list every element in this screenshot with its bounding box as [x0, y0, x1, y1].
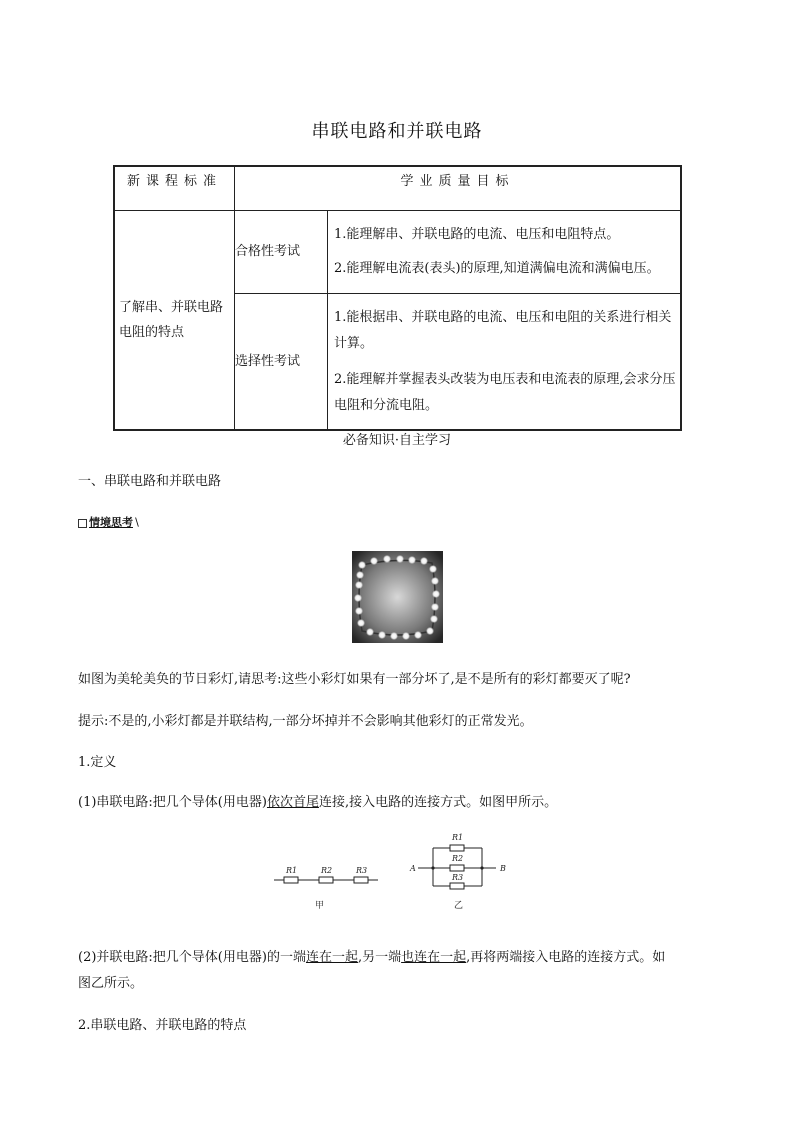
goals-qualify	[328, 211, 682, 294]
caption-series: 甲	[315, 901, 325, 911]
question-text: 如图为美轮美奂的节日彩灯,请思考:这些小彩灯如果有一部分坏了,是不是所有的彩灯都要灭了呢?	[78, 672, 631, 687]
caption-parallel: 乙	[454, 901, 464, 911]
parallel-definition: (2)并联电路:把几个导体(用电器)的一端连在一起,另一端也连在一起,再将两端接入电路的连接方式。如	[78, 950, 666, 965]
parallel-label-r2: R2	[452, 854, 464, 863]
standard-cell	[114, 211, 235, 431]
section-header: 必备知识·自主学习	[342, 433, 452, 448]
goal-item: 1.能理解串、并联电路的电流、电压和电阻特点。	[334, 227, 620, 242]
checkbox-icon	[78, 519, 87, 528]
node-b-label: B	[500, 864, 506, 873]
series-definition: (1)串联电路:把几个导体(用电器)依次首尾连接,接入电路的连接方式。如图甲所示。	[78, 795, 558, 810]
hint-text: 提示:不是的,小彩灯都是并联结构,一部分坏掉并不会影响其他彩灯的正常发光。	[78, 714, 533, 729]
standard-text: 了解串、并联电路电阻的特点	[119, 300, 224, 340]
page-title: 串联电路和并联电路	[311, 121, 483, 142]
string-lights-photo	[352, 551, 443, 643]
definition-heading: 1.定义	[78, 755, 117, 770]
parallel-label-r1: R1	[452, 833, 464, 842]
series-label-r3: R3	[356, 866, 368, 875]
circuit-diagrams	[268, 828, 528, 918]
goals-select	[328, 294, 682, 431]
parallel-label-r3: R3	[452, 873, 464, 882]
series-label-r2: R2	[321, 866, 333, 875]
goal-item: 2.能理解并掌握表头改装为电压表和电流表的原理,会求分压电阻和分流电阻。	[334, 371, 676, 413]
node-a-label: A	[410, 864, 416, 873]
parallel-definition-line2: 图乙所示。	[78, 976, 144, 991]
goal-item: 2.能理解电流表(表头)的原理,知道满偏电流和满偏电压。	[334, 261, 660, 276]
heading-series-parallel: 一、串联电路和并联电路	[78, 474, 222, 489]
curriculum-table	[113, 165, 682, 431]
series-circuit	[274, 877, 378, 883]
goal-item: 1.能根据串、并联电路的电流、电压和电阻的关系进行相关计算。	[334, 309, 672, 351]
exam-type-qualify: 合格性考试	[235, 211, 328, 294]
header-standard: 新课程标准	[114, 166, 235, 211]
features-heading: 2.串联电路、并联电路的特点	[78, 1018, 247, 1033]
header-goals: 学业质量目标	[235, 166, 682, 211]
exam-type-select: 选择性考试	[235, 294, 328, 431]
series-label-r1: R1	[286, 866, 298, 875]
parallel-circuit	[418, 845, 496, 889]
situation-tag: 情境思考∖	[78, 514, 140, 530]
